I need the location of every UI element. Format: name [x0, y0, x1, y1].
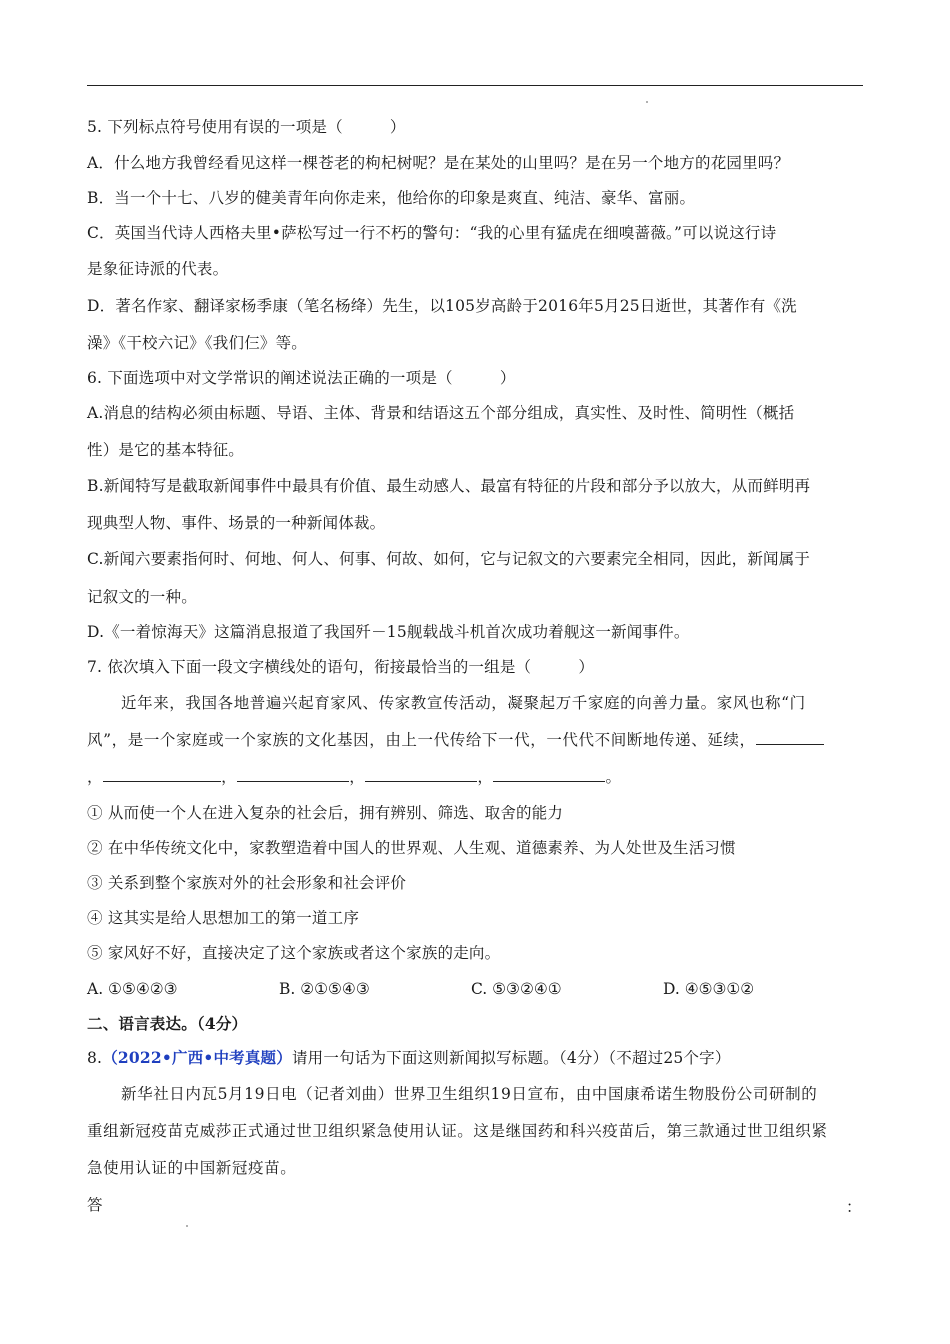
q6-option-d: D.《一着惊海天》这篇消息报道了我国歼－15舰载战斗机首次成功着舰这一新闻事件。 [87, 623, 690, 641]
q7-sentence-3: ③ 关系到整个家族对外的社会形象和社会评价 [87, 874, 407, 892]
section-2-title: 二、语言表达。（4分） [87, 1014, 248, 1033]
q8-stem-line [87, 1048, 863, 1068]
scan-speck [186, 1225, 188, 1227]
q7-option-b: B. ②①⑤④③ [279, 980, 370, 998]
blank-comma: ， [349, 768, 366, 786]
q5-option-b: B．当一个十七、八岁的健美青年向你走来，他给你的印象是爽直、纯洁、豪华、富丽。 [87, 189, 696, 207]
q7-sentence-2: ② 在中华传统文化中，家教塑造着中国人的世界观、人生观、道德素养、为人处世及生活习惯 [87, 839, 736, 857]
q8-news-line2: 重组新冠疫苗克威莎正式通过世卫组织紧急使用认证。这是继国药和科兴疫苗后，第三款通过世卫组织紧 [87, 1122, 828, 1140]
q5-option-d-line1: D．著名作家、翻译家杨季康（笔名杨绛）先生，以105岁高龄于2016年5月25日逝世，其著作有《洗 [87, 297, 797, 315]
fill-blank-3 [237, 767, 349, 782]
q7-passage-line2 [87, 730, 863, 750]
q5-option-d-line2: 澡》《干校六记》《我们仨》等。 [87, 334, 308, 352]
q7-blanks-line [87, 767, 863, 787]
q5-option-a: A．什么地方我曾经看见这样一棵苍老的枸杞树呢？是在某处的山里吗？是在另一个地方的花园里吗？ [87, 154, 790, 172]
blank-period: 。 [605, 768, 622, 786]
header-rule [87, 85, 863, 86]
q8-stem: 请用一句话为下面这则新闻拟写标题。（4分）（不超过25个字） [291, 1049, 731, 1067]
answer-label: 答 [87, 1196, 103, 1214]
q6-option-c-line2: 记叙文的一种。 [87, 588, 197, 606]
q8-source-tag: （2022•广西•中考真题） [102, 1048, 292, 1067]
q6-stem: 6. 下面选项中对文学常识的阐述说法正确的一项是（ ） [87, 369, 516, 387]
q7-option-a: A. ①⑤④②③ [87, 980, 178, 998]
q7-stem: 7. 依次填入下面一段文字横线处的语句，衔接最恰当的一组是（ ） [87, 658, 595, 676]
q7-passage-text: 风”，是一个家庭或一个家族的文化基因，由上一代传给下一代，一代代不间断地传递、延续， [87, 731, 756, 749]
fill-blank-4 [365, 767, 477, 782]
scan-speck [646, 101, 648, 103]
fill-blank-1 [756, 730, 824, 745]
q6-option-b-line2: 现典型人物、事件、场景的一种新闻体裁。 [87, 514, 386, 532]
q7-sentence-1: ① 从而使一个人在进入复杂的社会后，拥有辨别、筛选、取舍的能力 [87, 804, 564, 822]
fill-blank-5 [493, 767, 605, 782]
q8-news-line3: 急使用认证的中国新冠疫苗。 [87, 1159, 297, 1177]
q7-passage-line1: 近年来，我国各地普遍兴起育家风、传家教宣传活动，凝聚起万千家庭的向善力量。家风也称“门 [121, 694, 806, 712]
blank-comma: ， [221, 768, 238, 786]
q5-option-c-line2: 是象征诗派的代表。 [87, 260, 229, 278]
q7-sentence-5: ⑤ 家风好不好，直接决定了这个家族或者这个家族的走向。 [87, 944, 501, 962]
blank-comma: ， [477, 768, 494, 786]
q7-option-c: C. ⑤③②④① [471, 980, 562, 998]
q7-option-d: D. ④⑤③①② [663, 980, 755, 998]
q5-option-c-line1: C．英国当代诗人西格夫里•萨松写过一行不朽的警句：“我的心里有猛虎在细嗅蔷薇。”可以说这行诗 [87, 224, 777, 242]
blank-comma: ， [87, 768, 104, 786]
q6-option-b-line1: B.新闻特写是截取新闻事件中最具有价值、最生动感人、最富有特征的片段和部分予以放大，从而鲜明再 [87, 477, 811, 495]
answer-colon: ： [846, 1198, 862, 1216]
q8-number: 8. [87, 1049, 103, 1067]
q6-option-c-line1: C.新闻六要素指何时、何地、何人、何事、何故、如何，它与记叙文的六要素完全相同，因此，新闻属于 [87, 550, 811, 568]
q8-news-line1: 新华社日内瓦5月19日电（记者刘曲）世界卫生组织19日宣布，由中国康希诺生物股份公司研制的 [121, 1085, 818, 1103]
q5-stem: 5. 下列标点符号使用有误的一项是（ ） [87, 118, 406, 136]
fill-blank-2 [103, 767, 221, 782]
q7-sentence-4: ④ 这其实是给人思想加工的第一道工序 [87, 909, 360, 927]
q6-option-a-line2: 性）是它的基本特征。 [87, 441, 245, 459]
q6-option-a-line1: A.消息的结构必须由标题、导语、主体、背景和结语这五个部分组成，真实性、及时性、简明性（概括 [87, 404, 795, 422]
